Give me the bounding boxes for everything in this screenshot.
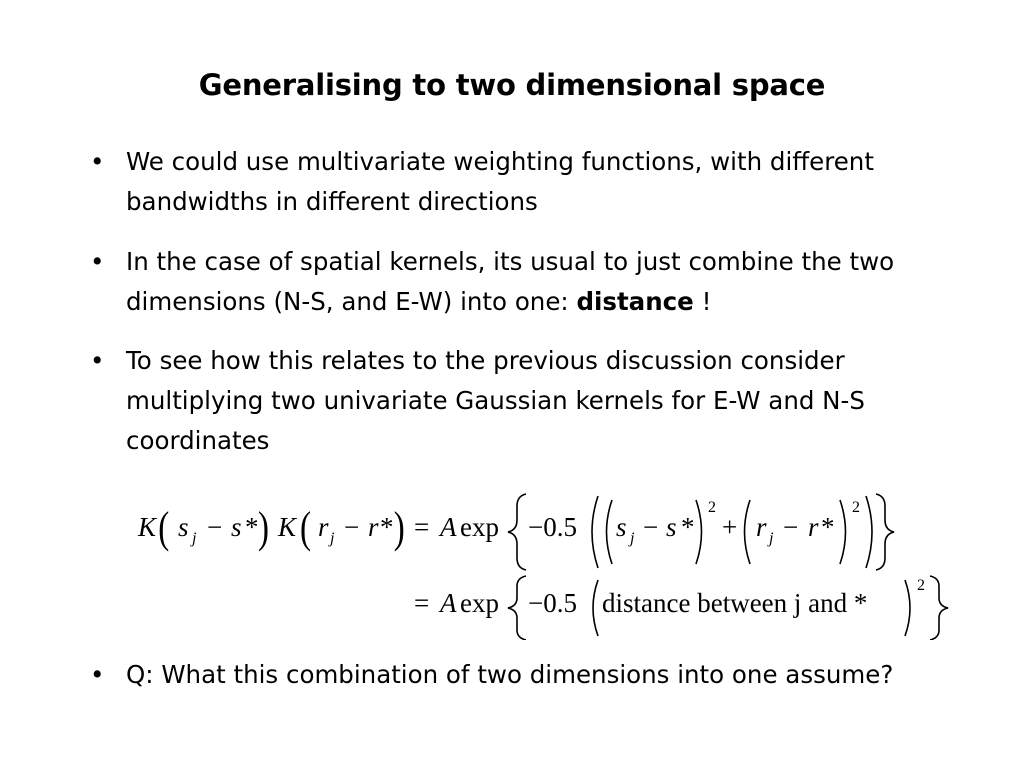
svg-text:*: * [245, 512, 259, 542]
svg-text:−: − [344, 512, 360, 542]
svg-text:j: j [769, 530, 774, 547]
svg-text:): ) [258, 503, 269, 553]
svg-text:r: r [318, 512, 329, 542]
svg-text:j: j [192, 530, 197, 547]
svg-text:s: s [666, 512, 677, 542]
bullet-text [126, 242, 946, 322]
equation-distance-text: distance between j and * [602, 588, 868, 618]
equation [0, 480, 1024, 640]
equation-line-2 [414, 576, 948, 640]
bullet-text: To see how this relates to the previous discussion consider multiplying two univariate Gaussian kernels for E-W and N-S coordinates [126, 346, 865, 455]
bullet-text-part: In the case of spatial kernels, its usual to just combine the two dimensions (N-S, and E-W) into one: [126, 247, 895, 316]
equation-svg [0, 480, 1024, 640]
svg-text:(: ( [158, 503, 170, 553]
emphasis-distance: distance [576, 287, 694, 316]
svg-text:s: s [231, 512, 242, 542]
svg-text:+: + [722, 512, 738, 542]
svg-text:r: r [368, 512, 379, 542]
svg-text:r: r [808, 512, 819, 542]
svg-text:=: = [414, 588, 430, 618]
bullet-text: Q: What this combination of two dimensions into one assume? [126, 660, 894, 689]
svg-text:s: s [616, 512, 627, 542]
equation-line-1 [137, 494, 894, 570]
svg-text:s: s [178, 512, 189, 542]
svg-text:r: r [756, 512, 767, 542]
svg-text:j: j [630, 530, 635, 547]
svg-text:2: 2 [917, 577, 925, 594]
svg-text:*: * [681, 512, 695, 542]
slide-title: Generalising to two dimensional space [198, 68, 826, 102]
svg-text:−: − [643, 512, 659, 542]
svg-text:exp: exp [460, 512, 499, 542]
bullet-icon: • [90, 346, 105, 375]
svg-text:): ) [393, 503, 405, 553]
svg-text:(: ( [300, 503, 311, 553]
svg-text:A: A [440, 512, 457, 542]
bullet-icon: • [90, 247, 105, 276]
svg-text:j: j [330, 530, 335, 547]
svg-text:−0.5: −0.5 [528, 512, 577, 542]
bullet-text: We could use multivariate weighting functions, with different bandwidths in different directions [126, 147, 874, 216]
svg-text:−: − [783, 512, 799, 542]
svg-text:=: = [414, 512, 430, 542]
svg-text:A: A [440, 588, 457, 618]
bullet-text-part: ! [693, 287, 712, 316]
svg-text:2: 2 [708, 499, 716, 516]
svg-text:−: − [207, 512, 223, 542]
bullet-icon: • [90, 660, 105, 689]
svg-text:*: * [821, 512, 835, 542]
svg-text:K: K [138, 512, 157, 542]
svg-text:exp: exp [460, 588, 499, 618]
bullet-icon: • [90, 147, 105, 176]
equation-coef: −0.5 [528, 588, 577, 618]
svg-text:K: K [278, 512, 297, 542]
svg-text:2: 2 [852, 499, 860, 516]
svg-text:*: * [380, 512, 394, 542]
